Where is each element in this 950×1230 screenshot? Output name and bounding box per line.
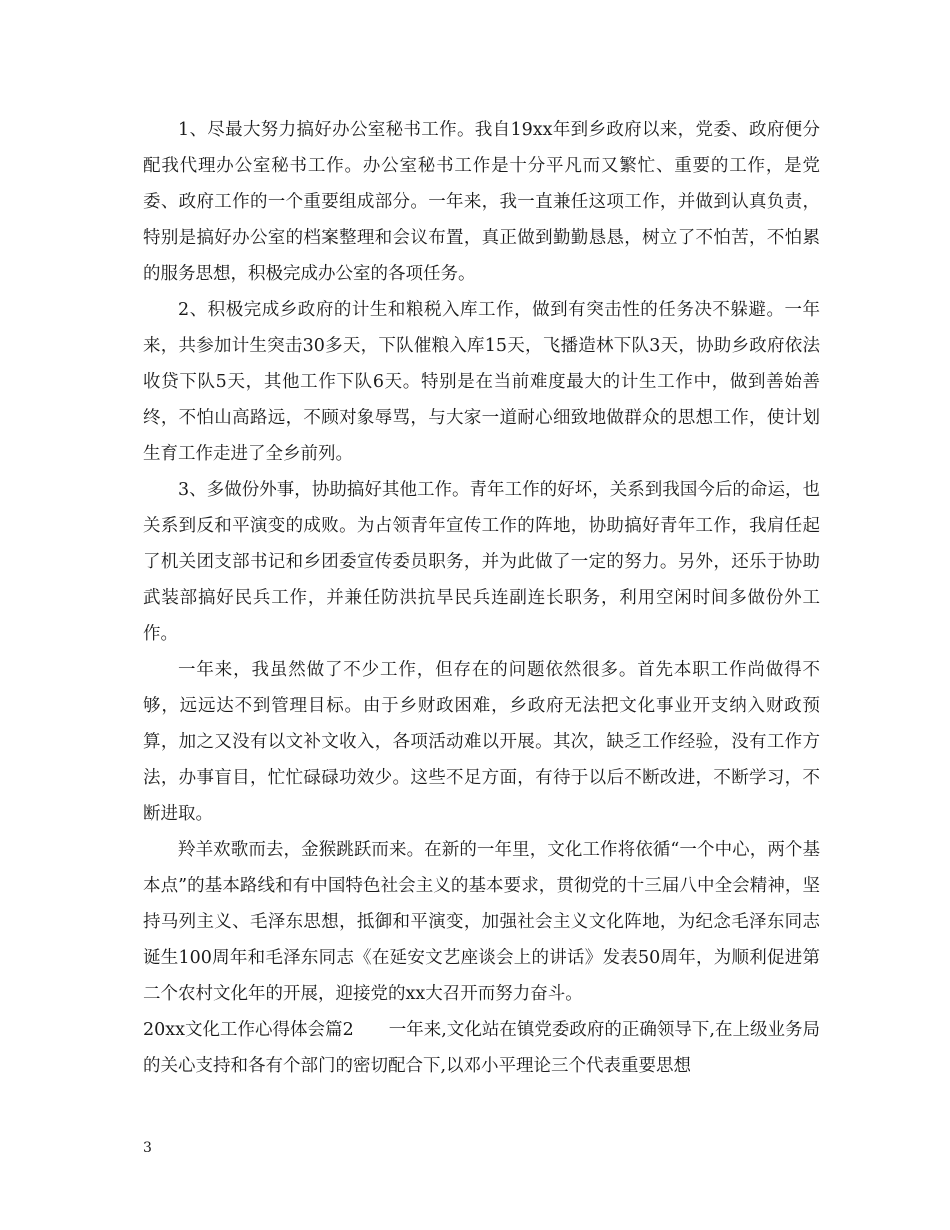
paragraph-2: 2、积极完成乡政府的计生和粮税入库工作，做到有突击性的任务决不躲避。一年来，共参加计生突击30多天，下队催粮入库15天，飞播造林下队3天，协助乡政府依法收贷下队5天，其他工作下队6天。特别是在当前难度最大的计生工作中，做到善始善终，不怕山高路远，不顾对象辱骂，与大家一道耐心细致地做群众的思想工作，使计划生育工作走进了全乡前列。 xyxy=(143,300,820,464)
page-number: 3 xyxy=(143,1140,152,1156)
paragraph-1: 1、尽最大努力搞好办公室秘书工作。我自19xx年到乡政府以来，党委、政府便分配我代理办公室秘书工作。办公室秘书工作是十分平凡而又繁忙、重要的工作，是党委、政府工作的一个重要组成部分。一年来，我一直兼任这项工作，并做到认真负责，特别是搞好办公室的档案整理和会议布置，真正做到勤勤恳恳，树立了不怕苦，不怕累的服务思想，积极完成办公室的各项任务。 xyxy=(143,120,820,284)
document-body xyxy=(143,112,820,1084)
paragraph-5: 羚羊欢歌而去，金猴跳跃而来。在新的一年里，文化工作将依循“一个中心，两个基本点”的基本路线和有中国特色社会主义的基本要求，贯彻党的十三届八中全会精神，坚持马列主义、毛泽东思想，抵御和平演变，加强社会主义文化阵地，为纪念毛泽东同志诞生100周年和毛泽东同志《在延安文艺座谈会上的讲话》发表50周年，为顺利促进第二个农村文化年的开展，迎接党的xx大召开而努力奋斗。 xyxy=(143,840,820,1004)
paragraph-4: 一年来，我虽然做了不少工作，但存在的问题依然很多。首先本职工作尚做得不够，远远达不到管理目标。由于乡财政困难，乡政府无法把文化事业开支纳入财政预算，加之又没有以文补文收入，各项活动难以开展。其次，缺乏工作经验，没有工作方法，办事盲目，忙忙碌碌功效少。这些不足方面，有待于以后不断改进，不断学习，不断进取。 xyxy=(143,660,820,824)
paragraph-3: 3、多做份外事，协助搞好其他工作。青年工作的好坏，关系到我国今后的命运，也关系到反和平演变的成败。为占领青年宣传工作的阵地，协助搞好青年工作，我肩任起了机关团支部书记和乡团委宣传委员职务，并为此做了一定的努力。另外，还乐于协助武装部搞好民兵工作，并兼任防洪抗旱民兵连副连长职务，利用空闲时间多做份外工作。 xyxy=(143,480,820,644)
section-heading-line: 20xx文化工作心得体会篇2 一年来,文化站在镇党委政府的正确领导下,在上级业务局的关心支持和各有个部门的密切配合下,以邓小平理论三个代表重要思想 xyxy=(143,1020,820,1076)
